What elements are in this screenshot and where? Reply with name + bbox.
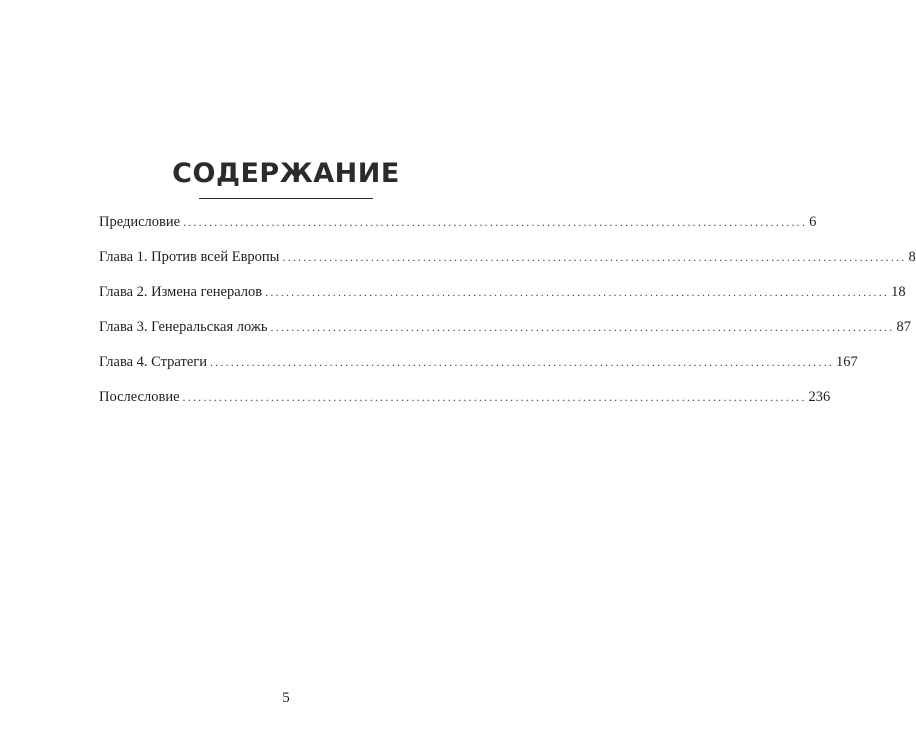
toc-entry-chapter-3 bbox=[99, 319, 911, 354]
table-of-contents bbox=[99, 214, 916, 424]
toc-entry-chapter-1 bbox=[99, 249, 916, 284]
toc-dot-leader: ........................................................................................................................ bbox=[209, 355, 834, 369]
toc-entry-page: 8 bbox=[908, 249, 916, 265]
toc-dot-leader: ........................................................................................................................ bbox=[282, 250, 907, 264]
toc-entry-chapter-2 bbox=[99, 284, 906, 319]
toc-dot-leader: ........................................................................................................................ bbox=[265, 285, 890, 299]
toc-entry-label: Послесловие bbox=[99, 389, 180, 405]
toc-entry-preface bbox=[99, 214, 817, 249]
toc-entry-page: 18 bbox=[891, 284, 906, 300]
page-number: 5 bbox=[282, 690, 290, 706]
toc-entry-label: Глава 2. Измена генералов bbox=[99, 284, 263, 300]
toc-dot-leader: ........................................................................................................................ bbox=[183, 215, 808, 229]
toc-entry-page: 167 bbox=[835, 354, 858, 370]
toc-entry-page: 87 bbox=[896, 319, 911, 335]
toc-dot-leader: ........................................................................................................................ bbox=[270, 320, 895, 334]
toc-entry-label: Глава 3. Генеральская ложь bbox=[99, 319, 268, 335]
title-underline bbox=[199, 198, 373, 199]
toc-entry-page: 6 bbox=[809, 214, 817, 230]
toc-dot-leader: ........................................................................................................................ bbox=[182, 390, 807, 404]
toc-entry-chapter-4 bbox=[99, 354, 858, 389]
toc-entry-afterword bbox=[99, 389, 831, 424]
toc-entry-page: 236 bbox=[808, 389, 831, 405]
toc-entry-label: Предисловие bbox=[99, 214, 181, 230]
toc-entry-label: Глава 4. Стратеги bbox=[99, 354, 207, 370]
page-title: СОДЕРЖАНИЕ bbox=[172, 158, 400, 189]
toc-entry-label: Глава 1. Против всей Европы bbox=[99, 249, 280, 265]
